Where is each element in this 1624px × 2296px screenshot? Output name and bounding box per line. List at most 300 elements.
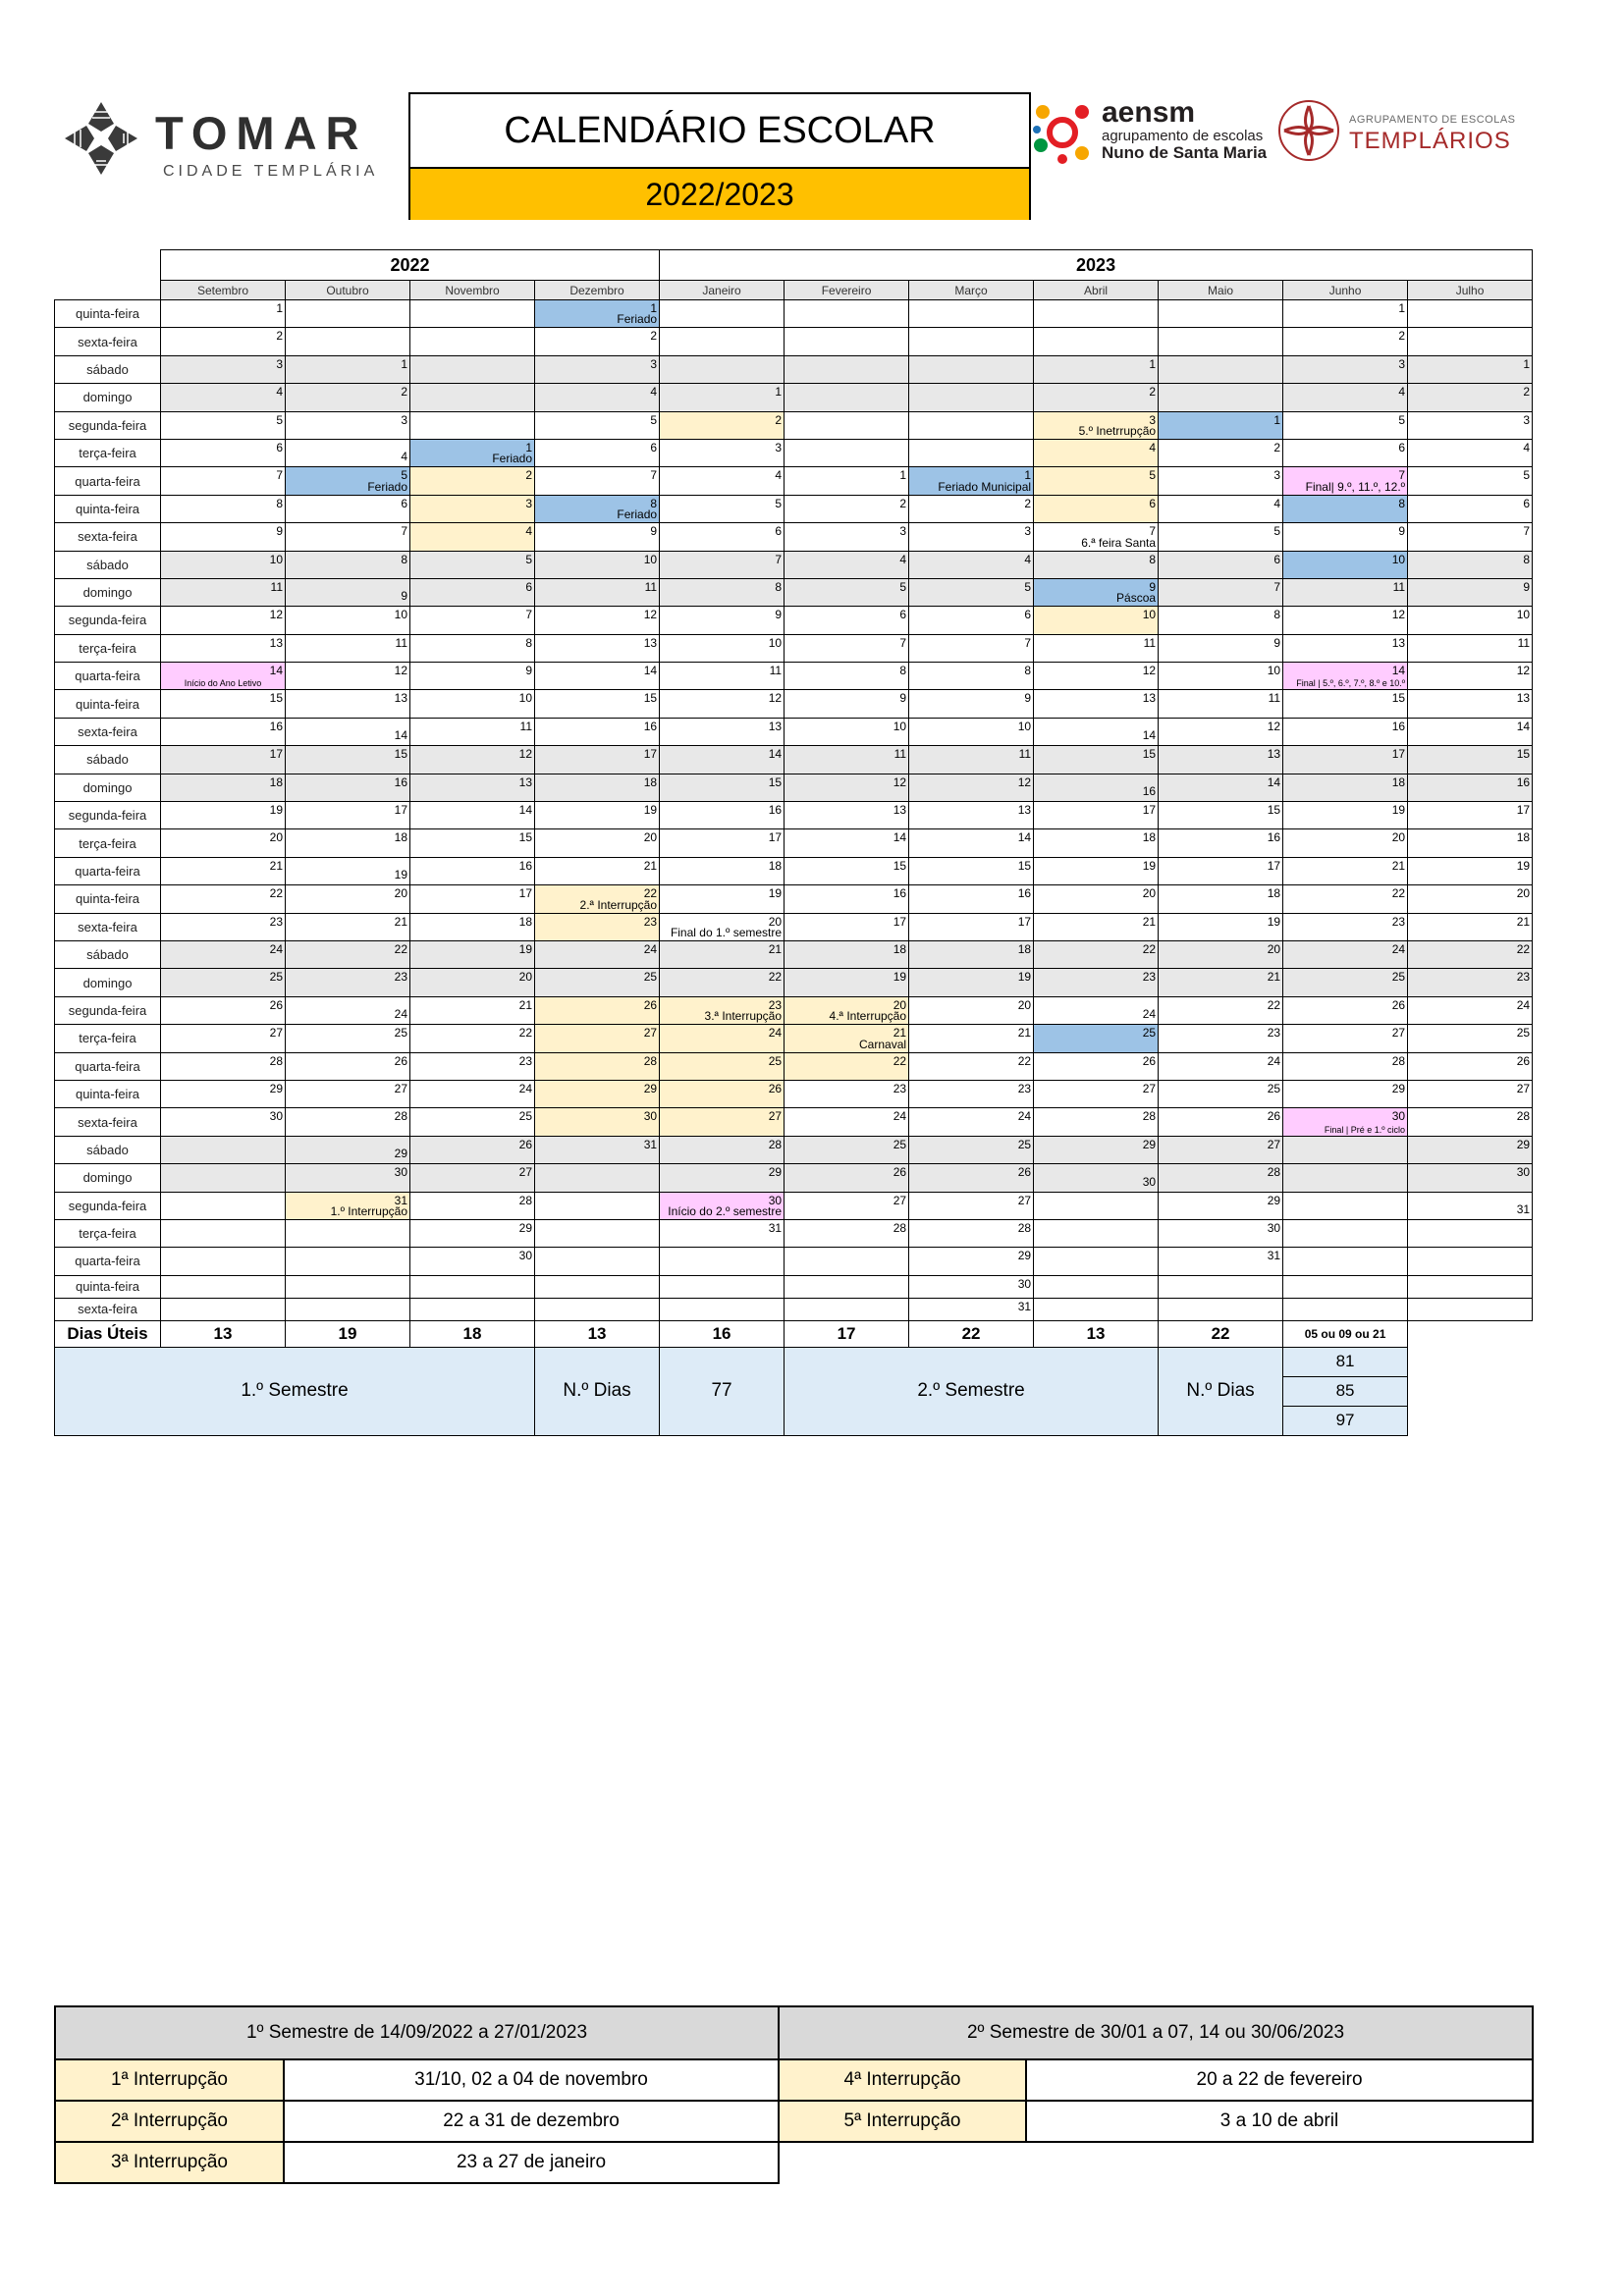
- day-cell: [161, 690, 286, 718]
- day-number: 19: [1267, 914, 1281, 929]
- day-number: 19: [394, 868, 407, 882]
- day-number: 10: [768, 635, 783, 650]
- day-cell: [410, 996, 535, 1024]
- day-number: 15: [1017, 858, 1032, 873]
- calendar-row: [55, 328, 1533, 355]
- day-cell: [286, 940, 410, 968]
- day-cell: [535, 1052, 660, 1080]
- day-cell: [161, 634, 286, 662]
- day-cell: [909, 718, 1034, 745]
- day-cell: [410, 355, 535, 383]
- day-cell: [1034, 829, 1159, 857]
- day-cell: [1283, 857, 1408, 884]
- day-cell: [410, 1248, 535, 1275]
- day-cell: [535, 885, 660, 913]
- interruption5-value: 3 a 10 de abril: [1026, 2101, 1533, 2142]
- day-number: 27: [768, 1109, 783, 1124]
- day-cell: [286, 1025, 410, 1052]
- day-cell: [1159, 1298, 1283, 1320]
- day-cell: [410, 746, 535, 774]
- calendar-row: [55, 578, 1533, 606]
- day-cell: [1159, 969, 1283, 996]
- day-cell: [410, 1080, 535, 1107]
- templarios-line1: AGRUPAMENTO DE ESCOLAS: [1349, 114, 1516, 126]
- day-cell: [1034, 607, 1159, 634]
- day-number: 11: [644, 579, 658, 594]
- day-number: 10: [269, 552, 283, 566]
- day-cell: [785, 1219, 909, 1247]
- day-cell: [1034, 969, 1159, 996]
- day-number: 23: [1017, 1081, 1032, 1095]
- day-cell: [410, 1298, 535, 1320]
- day-cell: [785, 607, 909, 634]
- day-cell: [1283, 1248, 1408, 1275]
- day-cell: [1159, 802, 1283, 829]
- day-cell: [161, 467, 286, 495]
- day-cell: [535, 1108, 660, 1136]
- day-cell: [785, 913, 909, 940]
- day-cell: [410, 1192, 535, 1219]
- interruption5-label: 5ª Interrupção: [779, 2101, 1026, 2142]
- day-cell: [1034, 495, 1159, 522]
- day-number: 13: [518, 774, 532, 789]
- day-cell: [909, 1108, 1034, 1136]
- day-number: 6: [1024, 608, 1032, 622]
- weekday-label: segunda-feira: [55, 1192, 161, 1219]
- day-cell: [161, 718, 286, 745]
- day-cell: [1159, 1219, 1283, 1247]
- day-cell: [1159, 551, 1283, 578]
- day-number: 16: [1142, 784, 1157, 799]
- day-number: 26: [518, 1137, 532, 1151]
- day-number: 1: [775, 385, 783, 400]
- day-number: 21: [1391, 858, 1406, 873]
- day-cell: [161, 1025, 286, 1052]
- day-cell: [1034, 690, 1159, 718]
- day-number: 24: [1142, 1007, 1157, 1022]
- day-cell: [410, 328, 535, 355]
- day-cell: [410, 663, 535, 690]
- day-number: 24: [643, 941, 658, 956]
- day-number: 17: [269, 747, 283, 762]
- day-number: 8: [1523, 552, 1531, 566]
- day-note: Feriado: [617, 507, 658, 522]
- working-days-value: 18: [410, 1320, 535, 1347]
- day-cell: [660, 328, 785, 355]
- day-cell: [1159, 1080, 1283, 1107]
- day-cell: [1159, 634, 1283, 662]
- day-number: 26: [269, 997, 283, 1012]
- weekday-label: terça-feira: [55, 1025, 161, 1052]
- day-cell: [660, 1052, 785, 1080]
- day-number: 10: [1391, 552, 1406, 566]
- day-cell: [660, 718, 785, 745]
- day-number: 25: [643, 970, 658, 985]
- working-days-value: 05 ou 09 ou 21: [1283, 1320, 1408, 1347]
- day-number: 21: [1516, 914, 1531, 929]
- day-number: 21: [768, 941, 783, 956]
- day-number: 25: [1017, 1137, 1032, 1151]
- day-cell: [161, 996, 286, 1024]
- day-cell: [660, 578, 785, 606]
- day-cell: [785, 1275, 909, 1298]
- day-cell: [535, 1192, 660, 1219]
- aensm-flower-icon: [1033, 100, 1092, 165]
- day-number: 22: [518, 1026, 532, 1041]
- day-number: 20: [269, 830, 283, 845]
- working-days-value: 13: [161, 1320, 286, 1347]
- day-cell: [909, 1275, 1034, 1298]
- day-cell: [1408, 802, 1533, 829]
- day-number: 8: [1024, 664, 1032, 678]
- day-cell: [1159, 746, 1283, 774]
- day-cell: [1159, 328, 1283, 355]
- day-number: 16: [1391, 719, 1406, 733]
- day-cell: [660, 1248, 785, 1275]
- day-cell: [1034, 1108, 1159, 1136]
- day-number: 27: [1017, 1193, 1032, 1207]
- day-number: 30: [768, 1193, 783, 1207]
- day-number: 13: [768, 719, 783, 733]
- day-cell: [286, 1192, 410, 1219]
- weekday-label: sábado: [55, 940, 161, 968]
- day-note: 1.º Interrupção: [330, 1203, 407, 1218]
- day-cell: [535, 1164, 660, 1192]
- day-cell: [785, 829, 909, 857]
- day-cell: [286, 1164, 410, 1192]
- day-note: Final | 5.º, 6.º, 7.º, 8.º e 10.º: [1296, 678, 1406, 689]
- day-cell: [785, 774, 909, 801]
- day-cell: [410, 940, 535, 968]
- interruption2-label: 2ª Interrupção: [55, 2101, 284, 2142]
- day-number: 29: [643, 1081, 658, 1095]
- semester2-days-option: 97: [1283, 1406, 1408, 1435]
- day-cell: [785, 996, 909, 1024]
- day-number: 12: [893, 774, 907, 789]
- day-number: 4: [650, 385, 658, 400]
- weekday-label: terça-feira: [55, 439, 161, 466]
- day-number: 13: [269, 635, 283, 650]
- day-number: 1: [1273, 412, 1281, 427]
- day-number: 23: [518, 1053, 532, 1068]
- day-number: 6: [1398, 440, 1406, 454]
- weekday-label: quarta-feira: [55, 1248, 161, 1275]
- day-number: 3: [276, 356, 283, 371]
- weekday-label: sábado: [55, 1136, 161, 1163]
- day-number: 14: [1267, 774, 1281, 789]
- day-number: 7: [899, 635, 907, 650]
- day-cell: [909, 578, 1034, 606]
- day-cell: [909, 1192, 1034, 1219]
- day-cell: [785, 439, 909, 466]
- calendar-row: [55, 523, 1533, 551]
- day-number: 9: [650, 524, 658, 539]
- day-number: 10: [1267, 664, 1281, 678]
- day-cell: [1283, 1164, 1408, 1192]
- day-number: 30: [1391, 1109, 1406, 1124]
- day-cell: [785, 355, 909, 383]
- day-cell: [535, 913, 660, 940]
- day-cell: [286, 578, 410, 606]
- day-number: 3: [1024, 524, 1032, 539]
- day-cell: [286, 1052, 410, 1080]
- day-number: 2: [775, 412, 783, 427]
- semester2-days-option: 85: [1283, 1376, 1408, 1406]
- day-number: 1: [1398, 301, 1406, 315]
- day-cell: [410, 829, 535, 857]
- day-cell: [785, 1108, 909, 1136]
- day-cell: [1034, 718, 1159, 745]
- day-number: 11: [893, 747, 907, 762]
- calendar-row: [55, 467, 1533, 495]
- day-number: 4: [401, 450, 407, 464]
- day-note: Feriado: [367, 479, 407, 494]
- day-cell: [410, 802, 535, 829]
- day-number: 5: [1523, 468, 1531, 483]
- day-number: 18: [893, 941, 907, 956]
- day-cell: [1034, 1192, 1159, 1219]
- day-number: 16: [1516, 774, 1531, 789]
- day-number: 8: [525, 635, 532, 650]
- day-number: 17: [893, 914, 907, 929]
- day-cell: [535, 663, 660, 690]
- day-number: 9: [276, 524, 283, 539]
- day-number: 9: [1523, 579, 1531, 594]
- day-number: 7: [276, 468, 283, 483]
- day-cell: [1283, 802, 1408, 829]
- day-cell: [660, 1298, 785, 1320]
- day-cell: [1283, 885, 1408, 913]
- day-number: 10: [518, 691, 532, 706]
- day-cell: [1034, 467, 1159, 495]
- day-number: 4: [1273, 496, 1281, 510]
- day-cell: [1034, 634, 1159, 662]
- day-cell: [660, 746, 785, 774]
- day-number: 2: [650, 329, 658, 344]
- day-cell: [535, 355, 660, 383]
- day-cell: [286, 300, 410, 328]
- day-number: 17: [643, 747, 658, 762]
- day-cell: [286, 857, 410, 884]
- interruption4-label: 4ª Interrupção: [779, 2059, 1026, 2101]
- day-cell: [660, 1025, 785, 1052]
- semester1-days: 77: [660, 1347, 785, 1435]
- working-days-value: 22: [1159, 1320, 1283, 1347]
- day-number: 13: [643, 635, 658, 650]
- year-2022-header: 2022: [161, 250, 660, 281]
- day-cell: [785, 300, 909, 328]
- day-cell: [286, 1275, 410, 1298]
- day-cell: [909, 746, 1034, 774]
- day-cell: [1408, 411, 1533, 439]
- day-cell: [1159, 996, 1283, 1024]
- templar-cross-icon: [1276, 98, 1341, 163]
- calendar-row: [55, 1298, 1533, 1320]
- calendar-row: [55, 663, 1533, 690]
- day-number: 12: [1391, 608, 1406, 622]
- weekday-label: sexta-feira: [55, 328, 161, 355]
- calendar-row: [55, 1108, 1533, 1136]
- day-number: 30: [269, 1109, 283, 1124]
- day-number: 1: [1523, 356, 1531, 371]
- day-cell: [785, 634, 909, 662]
- day-number: 12: [518, 747, 532, 762]
- day-cell: [909, 857, 1034, 884]
- day-number: 28: [643, 1053, 658, 1068]
- day-number: 1: [1024, 468, 1032, 483]
- day-cell: [1283, 940, 1408, 968]
- day-cell: [535, 746, 660, 774]
- day-cell: [785, 857, 909, 884]
- day-cell: [410, 439, 535, 466]
- day-number: 3: [525, 496, 532, 510]
- day-cell: [410, 857, 535, 884]
- weekday-label: quarta-feira: [55, 467, 161, 495]
- day-number: 23: [768, 997, 783, 1012]
- day-cell: [161, 1192, 286, 1219]
- day-number: 21: [518, 997, 532, 1012]
- day-number: 3: [650, 356, 658, 371]
- calendar-row: [55, 607, 1533, 634]
- day-cell: [1034, 663, 1159, 690]
- day-number: 18: [269, 774, 283, 789]
- day-cell: [1159, 1192, 1283, 1219]
- day-number: 11: [1268, 691, 1281, 706]
- day-cell: [909, 439, 1034, 466]
- day-cell: [660, 467, 785, 495]
- day-cell: [909, 996, 1034, 1024]
- day-number: 4: [1024, 552, 1032, 566]
- day-cell: [161, 1052, 286, 1080]
- day-note: 2.ª Interrupção: [579, 897, 658, 912]
- day-cell: [161, 746, 286, 774]
- calendar-row: [55, 551, 1533, 578]
- day-cell: [1408, 1052, 1533, 1080]
- day-number: 7: [650, 468, 658, 483]
- day-number: 28: [1142, 1109, 1157, 1124]
- day-cell: [785, 523, 909, 551]
- day-cell: [1283, 774, 1408, 801]
- day-number: 4: [1398, 385, 1406, 400]
- day-cell: [1034, 996, 1159, 1024]
- day-number: 25: [1516, 1026, 1531, 1041]
- day-number: 1: [650, 301, 658, 315]
- working-days-value: 13: [1034, 1320, 1159, 1347]
- day-cell: [1159, 829, 1283, 857]
- day-number: 12: [768, 691, 783, 706]
- day-number: 3: [775, 440, 783, 454]
- day-number: 4: [276, 385, 283, 400]
- day-cell: [535, 969, 660, 996]
- day-cell: [660, 1136, 785, 1163]
- day-number: 9: [775, 608, 783, 622]
- day-number: 21: [1142, 914, 1157, 929]
- day-number: 15: [643, 691, 658, 706]
- day-cell: [535, 829, 660, 857]
- day-number: 6: [650, 440, 658, 454]
- day-cell: [1408, 439, 1533, 466]
- day-number: 6: [401, 496, 407, 510]
- day-cell: [161, 1248, 286, 1275]
- weekday-label: terça-feira: [55, 1219, 161, 1247]
- day-cell: [1159, 690, 1283, 718]
- day-cell: [785, 663, 909, 690]
- day-cell: [1283, 1136, 1408, 1163]
- weekday-label: sexta-feira: [55, 1298, 161, 1320]
- day-cell: [1159, 885, 1283, 913]
- day-number: 13: [1267, 747, 1281, 762]
- day-number: 30: [1142, 1174, 1157, 1189]
- day-number: 18: [1017, 941, 1032, 956]
- corner-cell: [55, 281, 161, 300]
- day-number: 20: [893, 997, 907, 1012]
- day-number: 15: [1267, 803, 1281, 818]
- day-number: 13: [1516, 691, 1531, 706]
- calendar-row: [55, 1080, 1533, 1107]
- calendar-table: [54, 249, 1533, 1436]
- day-number: 3: [1273, 468, 1281, 483]
- day-cell: [1034, 1298, 1159, 1320]
- day-number: 23: [893, 1081, 907, 1095]
- day-number: 12: [643, 608, 658, 622]
- day-cell: [785, 940, 909, 968]
- day-number: 7: [775, 552, 783, 566]
- day-number: 13: [893, 803, 907, 818]
- day-cell: [909, 328, 1034, 355]
- day-number: 13: [1391, 635, 1406, 650]
- day-cell: [1283, 663, 1408, 690]
- day-number: 31: [1516, 1201, 1531, 1216]
- day-cell: [1283, 607, 1408, 634]
- day-number: 2: [1024, 496, 1032, 510]
- day-number: 12: [269, 608, 283, 622]
- day-cell: [535, 1025, 660, 1052]
- day-cell: [410, 1025, 535, 1052]
- day-number: 15: [1391, 691, 1406, 706]
- day-note: 3.ª Interrupção: [704, 1009, 783, 1024]
- day-cell: [535, 1298, 660, 1320]
- day-cell: [535, 467, 660, 495]
- month-header: Julho: [1408, 281, 1533, 300]
- day-cell: [161, 495, 286, 522]
- day-number: 30: [1267, 1220, 1281, 1235]
- calendar-row: [55, 746, 1533, 774]
- day-cell: [909, 551, 1034, 578]
- day-number: 5: [775, 496, 783, 510]
- day-number: 25: [1391, 970, 1406, 985]
- day-number: 5: [1149, 468, 1157, 483]
- day-cell: [1159, 663, 1283, 690]
- day-note: Feriado: [492, 452, 532, 466]
- day-cell: [1034, 940, 1159, 968]
- day-number: 12: [1516, 664, 1531, 678]
- day-cell: [161, 885, 286, 913]
- day-cell: [1283, 969, 1408, 996]
- day-cell: [410, 634, 535, 662]
- day-number: 19: [643, 803, 658, 818]
- day-cell: [1408, 467, 1533, 495]
- day-number: 25: [518, 1109, 532, 1124]
- day-cell: [1034, 1080, 1159, 1107]
- day-number: 22: [1267, 997, 1281, 1012]
- day-number: 17: [1267, 858, 1281, 873]
- month-header: Junho: [1283, 281, 1408, 300]
- day-number: 15: [394, 747, 407, 762]
- day-number: 9: [1273, 635, 1281, 650]
- day-number: 23: [269, 914, 283, 929]
- day-number: 5: [401, 468, 407, 483]
- day-cell: [1159, 1275, 1283, 1298]
